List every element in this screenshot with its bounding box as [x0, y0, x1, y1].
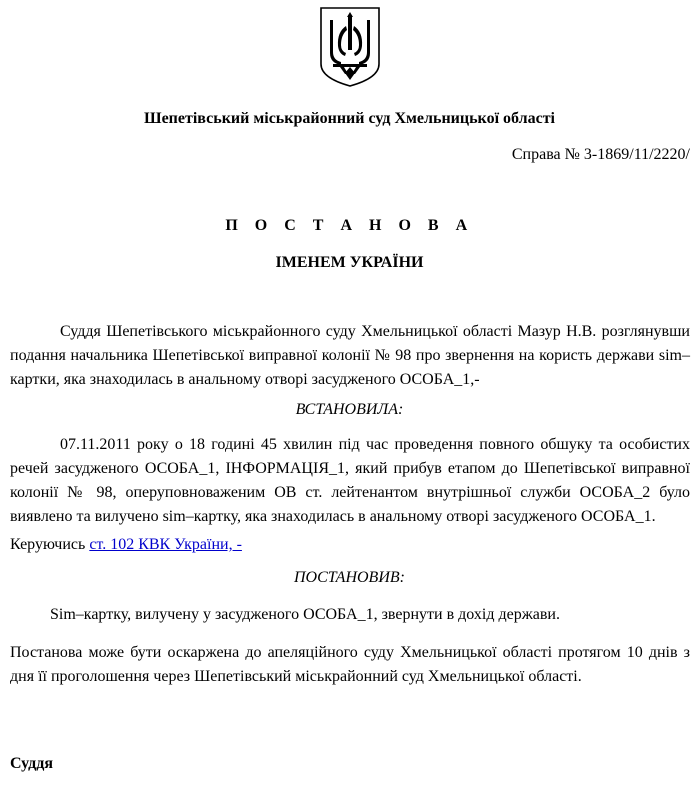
- guided-prefix: Керуючись: [10, 536, 90, 553]
- guided-paragraph: [10, 533, 690, 557]
- appeal-paragraph: Постанова може бути оскаржена до апеляційного суду Хмельницької області протягом 10 днів з дня її проголошення через Шепетівський міськрайонний суд Хмельницької області.: [10, 644, 690, 685]
- document-title: П О С Т А Н О В А: [225, 217, 474, 234]
- case-number: Справа № 3-1869/11/2220/: [511, 146, 690, 163]
- ruling-paragraph: Sim–картку, вилучену у засудженого ОСОБА_1, звернути в дохід держави.: [50, 606, 560, 623]
- law-article-link[interactable]: ст. 102 КВК України, -: [89, 536, 242, 553]
- ruled-heading: ПОСТАНОВИВ:: [294, 569, 405, 586]
- court-name: Шепетівський міськрайонний суд Хмельницької області: [144, 110, 555, 127]
- established-heading: ВСТАНОВИЛА:: [295, 401, 404, 418]
- intro-paragraph: Суддя Шепетівського міськрайонного суду Хмельницької області Мазур Н.В. розглянувши подання начальника Шепетівської виправної колонії № 98 про звернення на користь держави sim–картки, яка знаходилась в анальному отворі засудженого ОСОБА_1,-: [10, 323, 690, 388]
- judge-signature-label: Суддя: [10, 755, 53, 772]
- coat-of-arms-icon: [319, 6, 381, 88]
- document-subtitle: ІМЕНЕМ УКРАЇНИ: [275, 254, 424, 271]
- established-paragraph: 07.11.2011 року о 18 годині 45 хвилин під час проведення повного обшуку та особистих речей засудженого ОСОБА_1, ІНФОРМАЦІЯ_1, який прибув етапом до Шепетівської виправної колонії № 98, оперуповноваженим ОВ ст. лейтенантом внутрішньої служби ОСОБА_2 було виявлено та вилучено sim–картку, яка знаходилась в анальному отворі засудженого ОСОБА_1.: [10, 436, 690, 525]
